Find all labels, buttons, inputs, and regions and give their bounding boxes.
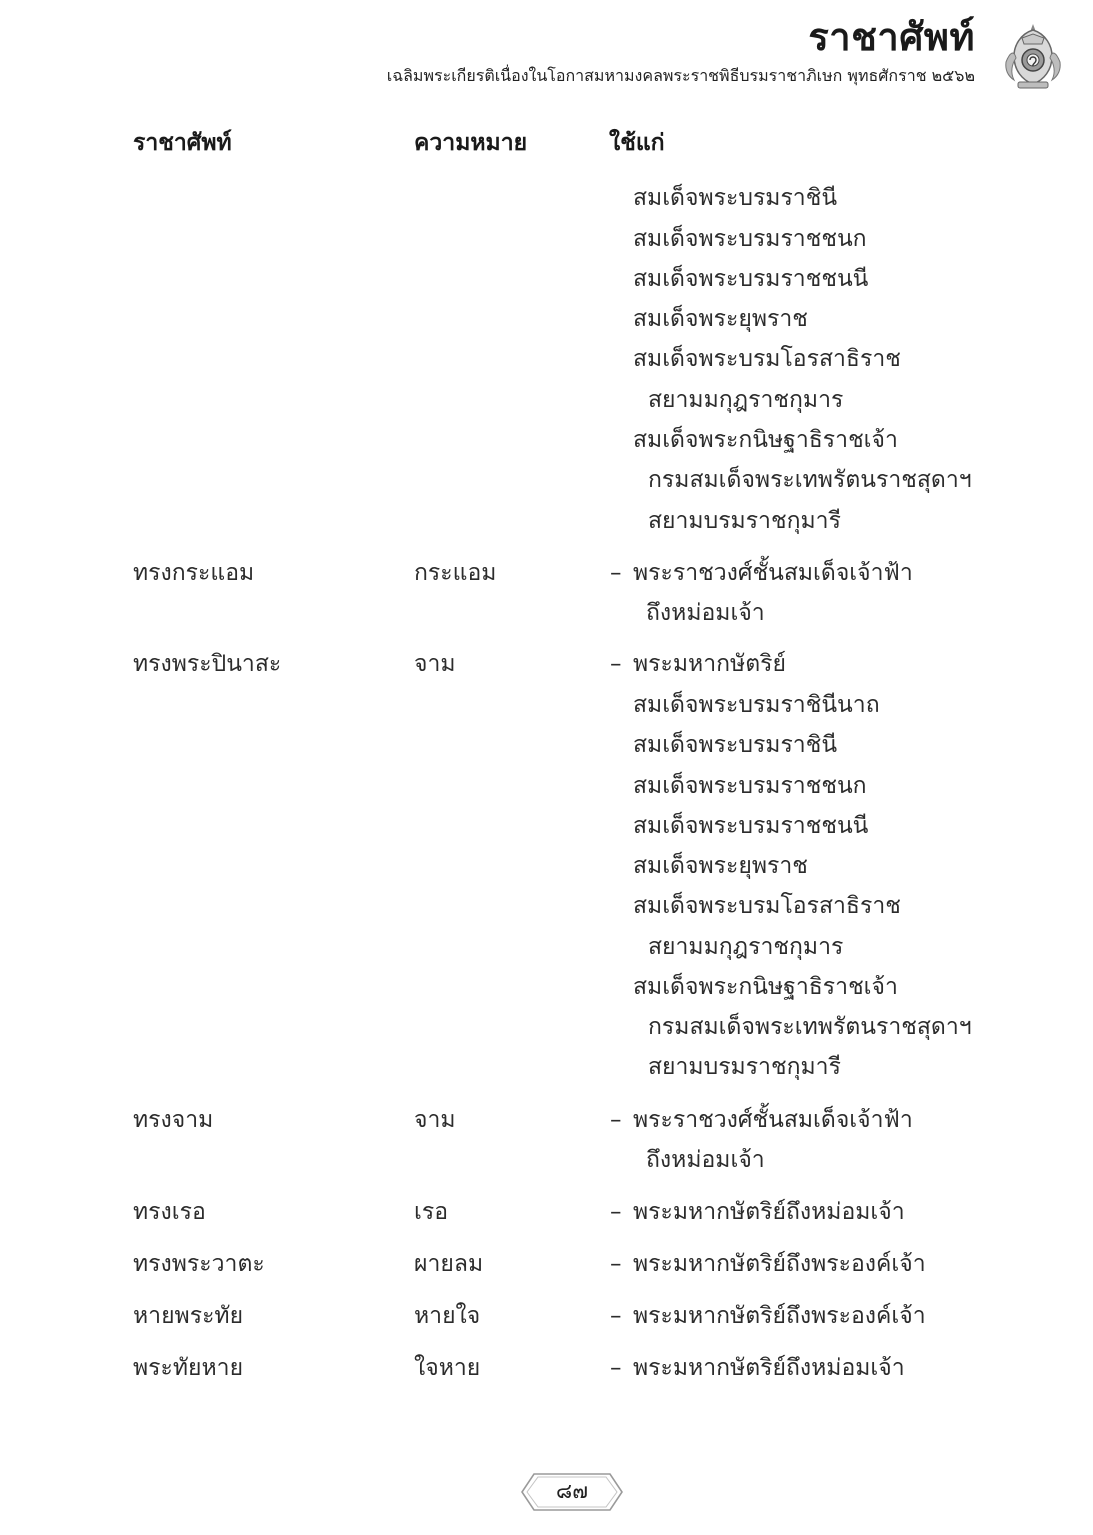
column-header-word: ราชาศัพท์ <box>133 130 232 156</box>
used-for-line: สมเด็จพระบรมราชินี <box>633 732 838 758</box>
used-for-line: พระราชวงศ์ชั้นสมเด็จเจ้าฟ้า <box>633 1107 913 1133</box>
entry-word: ทรงพระวาตะ <box>133 1251 265 1277</box>
used-for-line: สมเด็จพระบรมราชชนก <box>633 773 867 799</box>
used-for-line: กรมสมเด็จพระเทพรัตนราชสุดาฯ <box>648 1014 972 1040</box>
used-for-line: สยามบรมราชกุมารี <box>648 508 841 534</box>
used-for-line: สมเด็จพระกนิษฐาธิราชเจ้า <box>633 427 898 453</box>
used-for-line: พระราชวงศ์ชั้นสมเด็จเจ้าฟ้า <box>633 560 913 586</box>
column-header-used-for: ใช้แก่ <box>609 130 665 156</box>
entry-word: ทรงกระแอม <box>133 560 255 586</box>
entry-word: ทรงจาม <box>133 1107 214 1133</box>
dash-marker: – <box>610 1303 622 1329</box>
page-header <box>0 0 1093 110</box>
used-for-line: สยามมกุฎราชกุมาร <box>648 387 844 413</box>
entry-word: ทรงพระปินาสะ <box>133 651 282 677</box>
used-for-line: สมเด็จพระบรมราชินี <box>633 185 838 211</box>
dash-marker: – <box>610 651 622 677</box>
entry-meaning: เรอ <box>414 1199 449 1225</box>
used-for-line: สมเด็จพระบรมราชินีนาถ <box>633 692 880 718</box>
used-for-line: ถึงหม่อมเจ้า <box>646 600 765 626</box>
entry-word: ทรงเรอ <box>133 1199 206 1225</box>
dash-marker: – <box>610 560 622 586</box>
entry-meaning: จาม <box>414 651 456 677</box>
dash-marker: – <box>610 1355 622 1381</box>
dash-marker: – <box>610 1251 622 1277</box>
page-number: ๘๗ <box>556 1479 588 1503</box>
used-for-line: พระมหากษัตริย์ <box>633 651 786 677</box>
used-for-line: พระมหากษัตริย์ถึงพระองค์เจ้า <box>633 1251 926 1277</box>
used-for-line: สมเด็จพระบรมโอรสาธิราช <box>633 893 901 919</box>
used-for-line: สมเด็จพระยุพราช <box>633 853 808 879</box>
used-for-line: พระมหากษัตริย์ถึงหม่อมเจ้า <box>633 1355 905 1381</box>
header-title: ราชาศัพท์ <box>808 14 975 59</box>
header-subtitle: เฉลิมพระเกียรติเนื่องในโอกาสมหามงคลพระราชพิธีบรมราชาภิเษก พุทธศักราช ๒๕๖๒ <box>386 66 975 85</box>
used-for-line: กรมสมเด็จพระเทพรัตนราชสุดาฯ <box>648 467 972 493</box>
dash-marker: – <box>610 1199 622 1225</box>
entry-word: พระทัยหาย <box>133 1355 244 1381</box>
used-for-line: สมเด็จพระบรมราชชนนี <box>633 813 869 839</box>
used-for-line: พระมหากษัตริย์ถึงพระองค์เจ้า <box>633 1303 926 1329</box>
used-for-line: สมเด็จพระกนิษฐาธิราชเจ้า <box>633 974 898 1000</box>
entry-word: หายพระทัย <box>133 1303 244 1329</box>
used-for-line: สมเด็จพระบรมราชชนนี <box>633 266 869 292</box>
entry-meaning: ผายลม <box>414 1251 484 1277</box>
dash-marker: – <box>610 1107 622 1133</box>
used-for-line: สมเด็จพระบรมโอรสาธิราช <box>633 346 901 372</box>
used-for-line: สยามมกุฎราชกุมาร <box>648 934 844 960</box>
used-for-line: สมเด็จพระบรมราชชนก <box>633 226 867 252</box>
entry-meaning: ใจหาย <box>414 1355 481 1381</box>
entry-meaning: หายใจ <box>414 1303 481 1329</box>
entry-meaning: จาม <box>414 1107 456 1133</box>
used-for-line: สมเด็จพระยุพราช <box>633 306 808 332</box>
column-header-meaning: ความหมาย <box>414 130 528 156</box>
used-for-line: พระมหากษัตริย์ถึงหม่อมเจ้า <box>633 1199 905 1225</box>
used-for-line: ถึงหม่อมเจ้า <box>646 1147 765 1173</box>
used-for-line: สยามบรมราชกุมารี <box>648 1054 841 1080</box>
entry-meaning: กระแอม <box>414 560 497 586</box>
royal-emblem-icon <box>1000 22 1066 92</box>
